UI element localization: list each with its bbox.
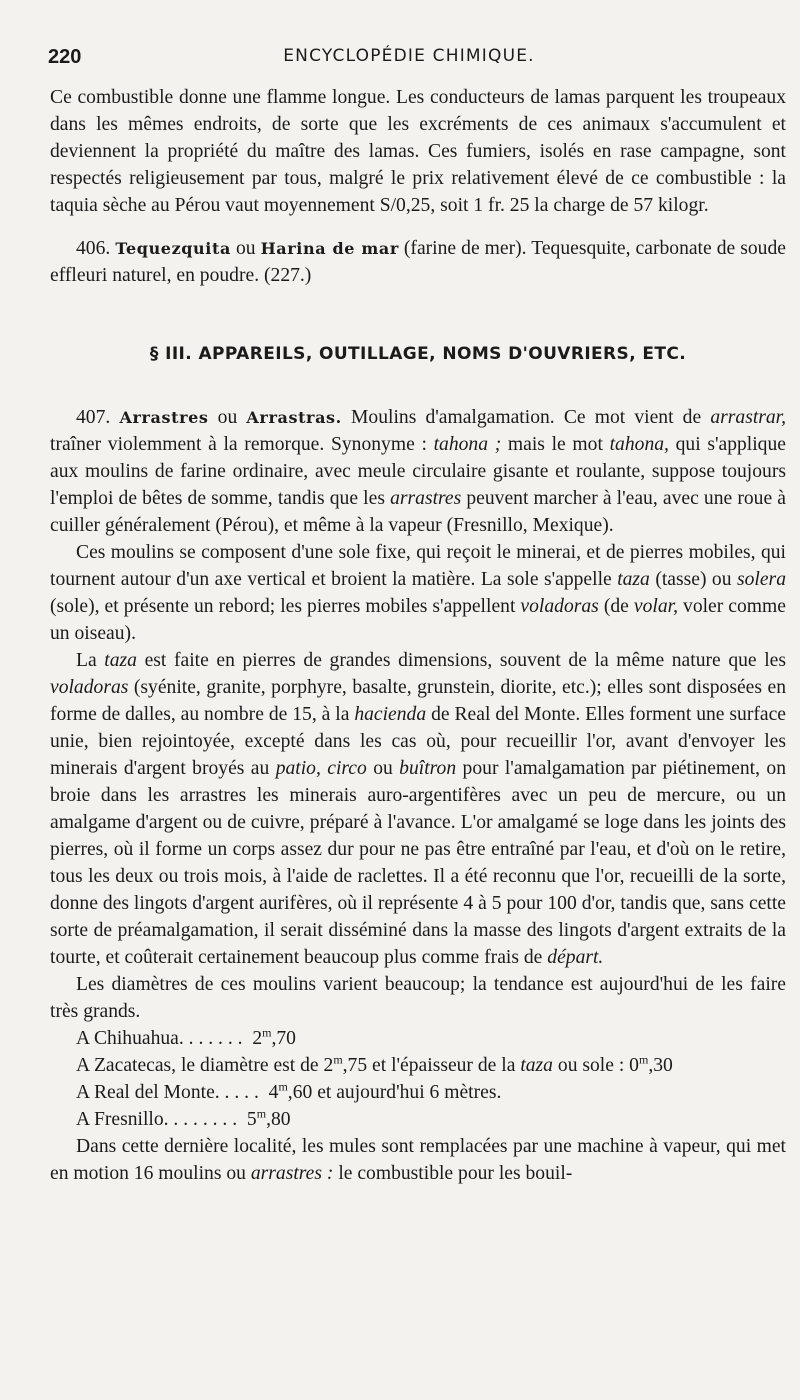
paragraph-combustible: Ce combustible donne une flamme longue. Les conducteurs de lamas parquent les troupeaux dans les mêmes endroits, de sorte que les excréments de ces animaux s'accumulent et deviennent la propriété du maître des lamas. Ces fumiers, isolés en rase campagne, sont respectés religieusement par tous, malgré le prix relativement élevé de ce combustible : la taquia sèche au Pérou vaut moyennement S/0,25, soit 1 fr. 25 la charge de 57 kilogr. (50, 87, 786, 216)
paragraph-fresnillo: Dans cette dernière localité, les mules sont remplacées par une machine à vapeur, qui met en motion 16 moulins ou arrastres : le combustible pour les bouil- (50, 1136, 786, 1184)
running-title: ENCYCLOPÉDIE CHIMIQUE. (283, 46, 535, 66)
page-body (50, 84, 786, 1187)
entry-406: 406. Tequezquita ou Harina de mar (farine de mer). Tequesquite, carbonate de soude effleuri naturel, en poudre. (227.) (50, 238, 786, 286)
diameter-row-zacatecas: A Zacatecas, le diamètre est de 2$^m$,75 et l'épaisseur de la taza ou sole : 0$^m$,30 (76, 1052, 673, 1076)
section-heading: § III. APPAREILS, OUTILLAGE, NOMS D'OUVRIERS, ETC. (149, 344, 687, 364)
page-number: 220 (48, 46, 82, 68)
entry-term: Arrastres (119, 408, 209, 427)
paragraph-diametres: Les diamètres de ces moulins varient beaucoup; la tendance est aujourd'hui de les faire très grands. (50, 974, 786, 1022)
page-header (48, 44, 770, 70)
entry-term: Tequezquita (115, 239, 231, 258)
entry-term: Arrastras. (246, 408, 342, 427)
entry-number: 407. (76, 407, 111, 428)
entry-term: Harina de mar (260, 239, 399, 258)
entry-number: 406. (76, 238, 111, 259)
diameter-row-chihuahua: A Chihuahua. . . . . . . 2$^m$,70 (76, 1025, 296, 1049)
entry-text: (farine de mer). Tequesquite, carbonate de soude effleuri naturel, en poudre. (227.) (50, 238, 786, 286)
diameter-row-fresnillo: A Fresnillo. . . . . . . . 5$^m$,80 (76, 1106, 291, 1130)
paragraph-moulins: Ces moulins se composent d'une sole fixe, qui reçoit le minerai, et de pierres mobiles, qui tournent autour d'un axe vertical et broient la matière. La sole s'appelle taza (tasse) ou solera (sole), et présente un rebord; les pierres mobiles s'appellent voladoras (de volar, voler comme un oiseau). (50, 542, 786, 644)
diameter-row-real-del-monte: A Real del Monte. . . . . 4$^m$,60 et aujourd'hui 6 mètres. (76, 1079, 502, 1103)
entry-407: 407. Arrastres ou Arrastras. Moulins d'amalgamation. Ce mot vient de arrastrar, traîner violemment à la remorque. Synonyme : tahona ; mais le mot tahona, qui s'applique aux moulins de farine ordinaire, avec meule circulaire gisante et roulante, suppose toujours l'emploi de bêtes de somme, tandis que les arrastres peuvent marcher à l'eau, avec une roue à cuiller généralement (Pérou), et même à la vapeur (Fresnillo, Mexique). (50, 407, 787, 536)
paragraph-taza: La taza est faite en pierres de grandes dimensions, souvent de la même nature que les voladoras (syénite, granite, porphyre, basalte, grunstein, diorite, etc.); elles sont disposées en forme de dalles, au nombre de 15, à la hacienda de Real del Monte. Elles forment une surface unie, bien rejointoyée, excepté dans les cas où, pour recueillir l'or, avant d'envoyer les minerais d'argent broyés au patio, circo ou buîtron pour l'amalgamation par piétinement, on broie dans les arrastres les minerais auro-argentifères avec un peu de mercure, ou un amalgame d'argent ou de cuivre, préparé à l'avance. L'or amalgamé se loge dans les joints des pierres, où il forme un corps assez dur pour ne pas être entraîné par l'eau, et d'où on le retire, tous les deux ou trois mois, à l'aide de raclettes. Il a été reconnu que l'or, recueilli de la sorte, donne des lingots d'argent aurifères, où il représente 4 à 5 pour 100 d'or, tandis que, sans cette sorte de préamalgamation, il serait disséminé dans la masse des lingots d'argent extraits de la tourte, et coûterait certainement beaucoup plus comme frais de départ. (50, 650, 786, 968)
